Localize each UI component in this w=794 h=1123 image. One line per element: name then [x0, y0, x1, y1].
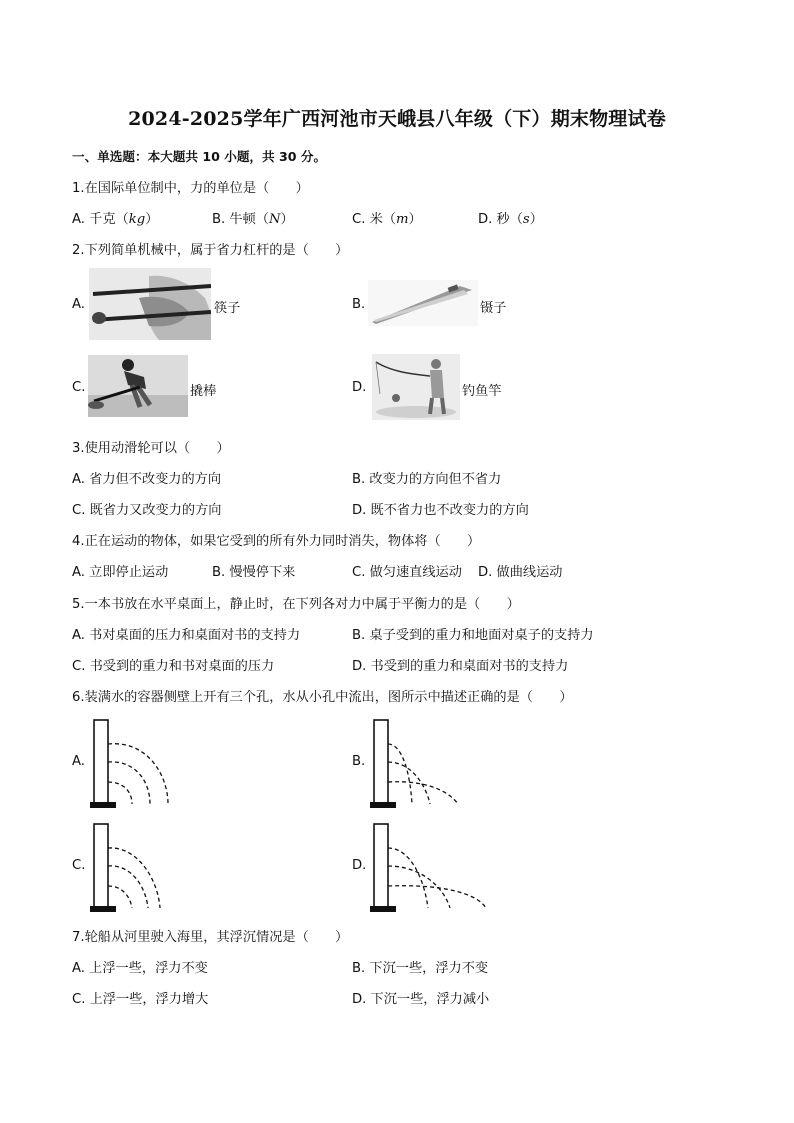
q2-option-d-label: D.: [352, 380, 367, 395]
q2-option-a-label: A.: [72, 297, 85, 312]
q4-option-d: D. 做曲线运动: [478, 565, 563, 580]
page-title: 2024-2025学年广西河池市天峨县八年级（下）期末物理试卷: [128, 108, 666, 130]
q5-option-d: D. 书受到的重力和桌面对书的支持力: [352, 659, 569, 674]
question-7-stem: 7.轮船从河里驶入海里，其浮沉情况是（ ）: [72, 930, 349, 945]
q5-option-b: B. 桌子受到的重力和地面对桌子的支持力: [352, 628, 594, 643]
q2-caption-d: 钓鱼竿: [462, 384, 502, 399]
q1-option-b: B. 牛顿（N）: [212, 212, 294, 227]
q2-caption-b: 镊子: [480, 301, 507, 316]
q1-option-c: C. 米（m）: [352, 212, 422, 227]
tweezers-image: [368, 280, 478, 326]
fishing-rod-image: [372, 354, 460, 420]
q6-figure-c: [88, 820, 178, 914]
q7-option-b: B. 下沉一些，浮力不变: [352, 961, 489, 976]
question-6-stem: 6.装满水的容器侧壁上开有三个孔，水从小孔中流出，图所示中描述正确的是（ ）: [72, 690, 573, 705]
chopsticks-image: [89, 268, 211, 340]
q6-option-a-label: A.: [72, 754, 85, 769]
q3-option-b: B. 改变力的方向但不省力: [352, 472, 502, 487]
question-3-stem: 3.使用动滑轮可以（ ）: [72, 441, 230, 456]
q6-option-d-label: D.: [352, 858, 367, 873]
q6-option-b-label: B.: [352, 754, 366, 769]
q4-option-c: C. 做匀速直线运动: [352, 565, 462, 580]
q1-option-d: D. 秒（s）: [478, 212, 543, 227]
q4-option-a: A. 立即停止运动: [72, 565, 169, 580]
q7-option-c: C. 上浮一些，浮力增大: [72, 992, 209, 1007]
q3-option-c: C. 既省力又改变力的方向: [72, 503, 222, 518]
question-2-stem: 2.下列简单机械中，属于省力杠杆的是（ ）: [72, 243, 349, 258]
section-heading: 一、单选题：本大题共 10 小题，共 30 分。: [72, 149, 327, 164]
q2-option-b-label: B.: [352, 297, 366, 312]
q6-figure-a: [88, 716, 178, 810]
question-5-stem: 5.一本书放在水平桌面上，静止时，在下列各对力中属于平衡力的是（ ）: [72, 597, 520, 612]
crowbar-image: [88, 355, 188, 417]
q6-option-c-label: C.: [72, 858, 86, 873]
q3-option-d: D. 既不省力也不改变力的方向: [352, 503, 529, 518]
q7-option-a: A. 上浮一些，浮力不变: [72, 961, 208, 976]
q3-option-a: A. 省力但不改变力的方向: [72, 472, 222, 487]
q1-option-a: A. 千克（kg）: [72, 212, 159, 227]
q6-figure-d: [368, 820, 492, 914]
q4-option-b: B. 慢慢停下来: [212, 565, 296, 580]
q6-figure-b: [368, 716, 464, 810]
q2-caption-a: 筷子: [214, 301, 241, 316]
question-1-stem: 1.在国际单位制中，力的单位是（ ）: [72, 181, 309, 196]
q5-option-c: C. 书受到的重力和书对桌面的压力: [72, 659, 275, 674]
q2-option-c-label: C.: [72, 380, 86, 395]
q5-option-a: A. 书对桌面的压力和桌面对书的支持力: [72, 628, 301, 643]
question-4-stem: 4.正在运动的物体，如果它受到的所有外力同时消失，物体将（ ）: [72, 534, 481, 549]
q2-caption-c: 撬棒: [190, 384, 217, 399]
q7-option-d: D. 下沉一些，浮力减小: [352, 992, 490, 1007]
